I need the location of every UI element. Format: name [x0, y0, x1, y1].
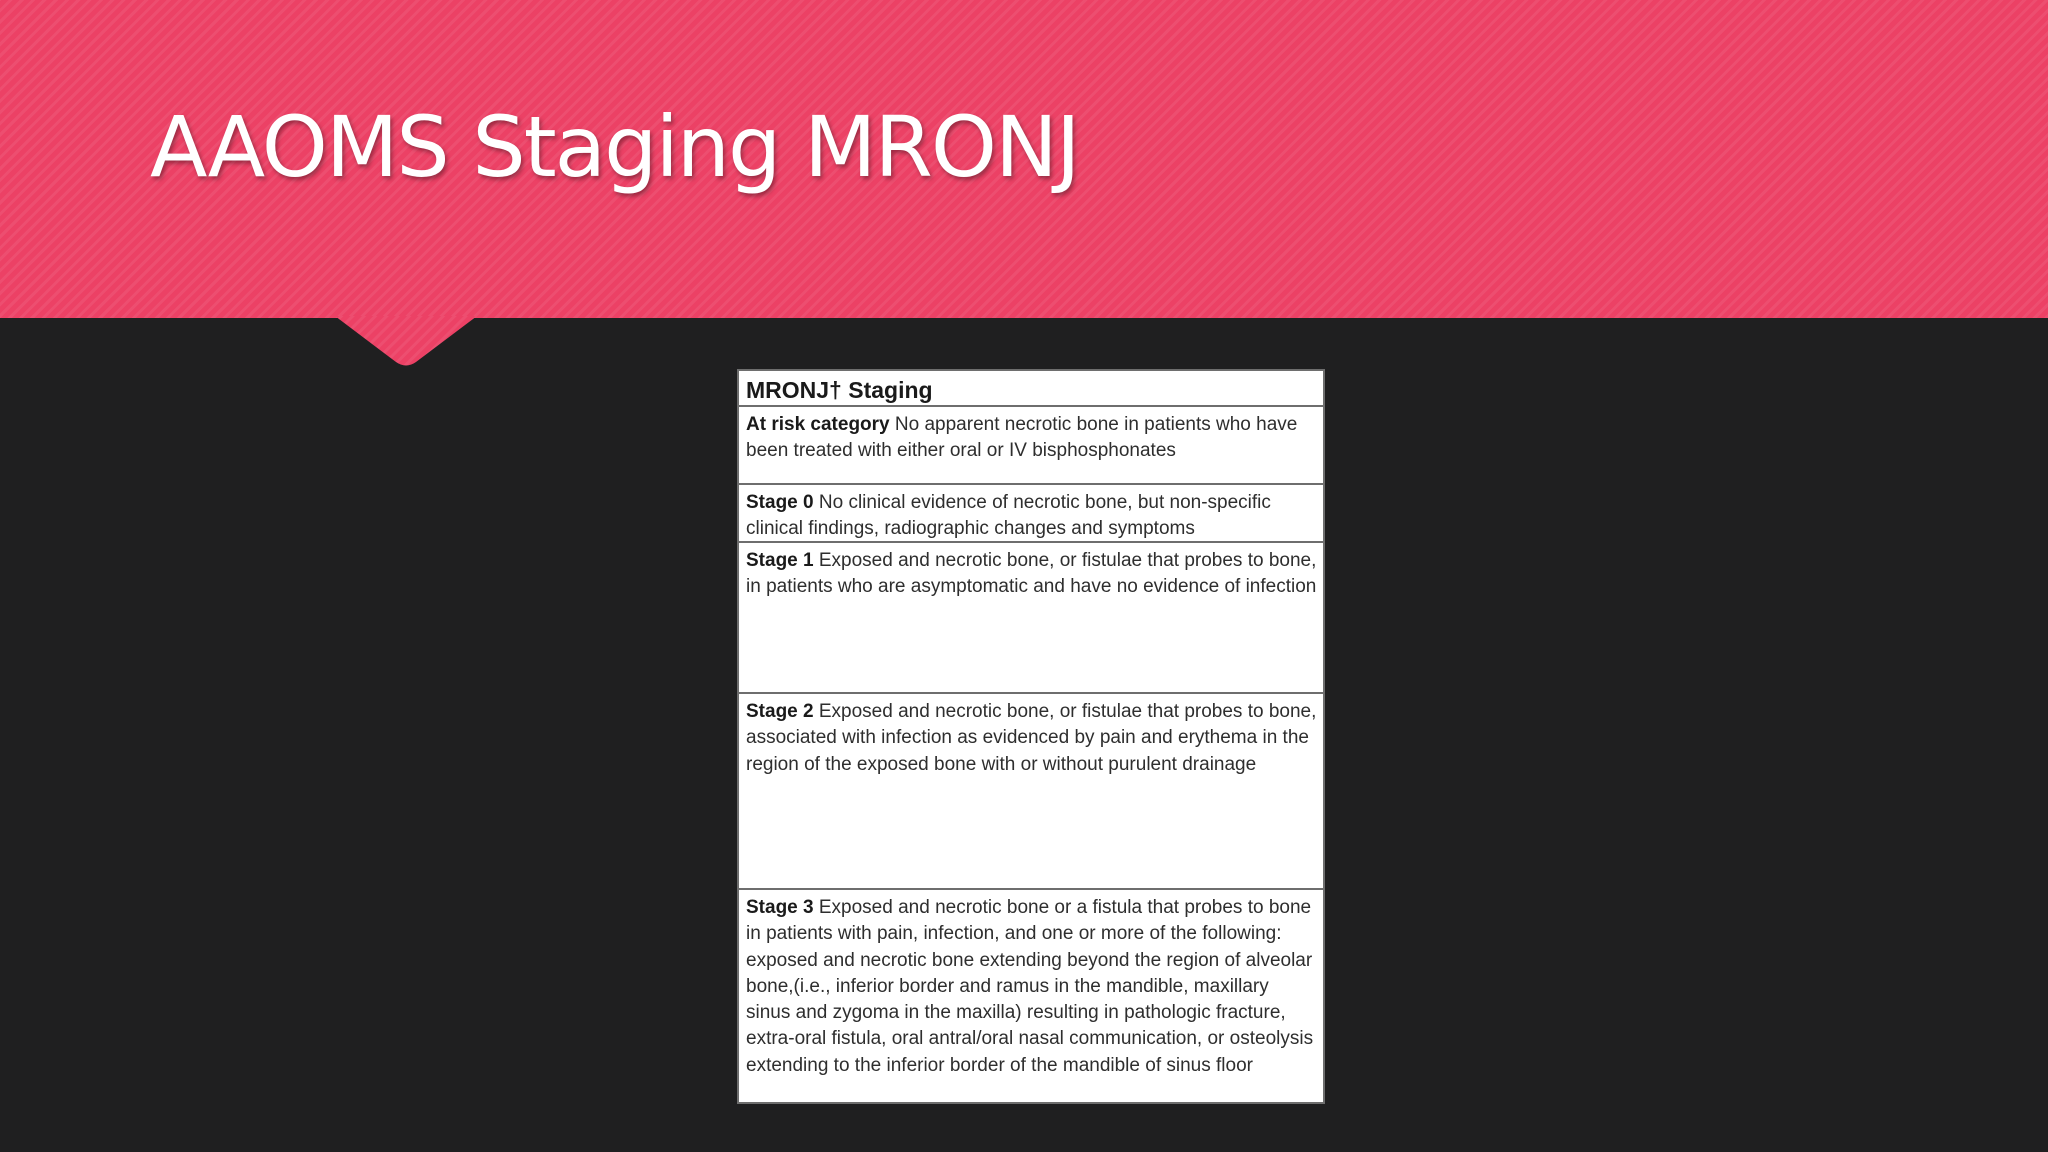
stage-label: At risk category: [746, 414, 895, 435]
stage-description: Exposed and necrotic bone, or fistulae that probes to bone, associated with infection as evidenced by pain and erythema in the region of the exposed bone with or without purulent drainage: [746, 701, 1317, 775]
stage-description: Exposed and necrotic bone, or fistulae that probes to bone, in patients who are asymptomatic and have no evidence of infection: [746, 550, 1317, 598]
table-row-stage-1: [739, 543, 1323, 694]
stage-label: Stage 3: [746, 897, 819, 918]
banner-pointer: [0, 316, 2048, 370]
table-header: MRONJ† Staging: [739, 371, 1323, 407]
stage-description: No apparent necrotic bone in patients who have been treated with either oral or IV bisphosphonates: [746, 414, 1298, 462]
table-row-at-risk: [739, 407, 1323, 485]
stage-description: No clinical evidence of necrotic bone, but non-specific clinical findings, radiographic changes and symptoms: [746, 492, 1271, 540]
mronj-staging-table: [737, 369, 1325, 1104]
slide-title: AAOMS Staging MRONJ: [150, 98, 1079, 196]
stage-description: Exposed and necrotic bone or a fistula that probes to bone in patients with pain, infection, and one or more of the following: exposed and necrotic bone extending beyond the region of alveolar bone,(i.e., inferior border and ramus in the mandible, maxillary sinus and zygoma in the maxilla) resulting in pathologic fracture, extra-oral fistula, oral antral/oral nasal communication, or osteolysis extending to the inferior border of the mandible of sinus floor: [746, 897, 1314, 1076]
table-row-stage-3: [739, 890, 1323, 1102]
stage-label: Stage 1: [746, 550, 819, 571]
table-row-stage-0: [739, 485, 1323, 543]
table-row-stage-2: [739, 694, 1323, 890]
stage-label: Stage 2: [746, 701, 819, 722]
stage-label: Stage 0: [746, 492, 819, 513]
